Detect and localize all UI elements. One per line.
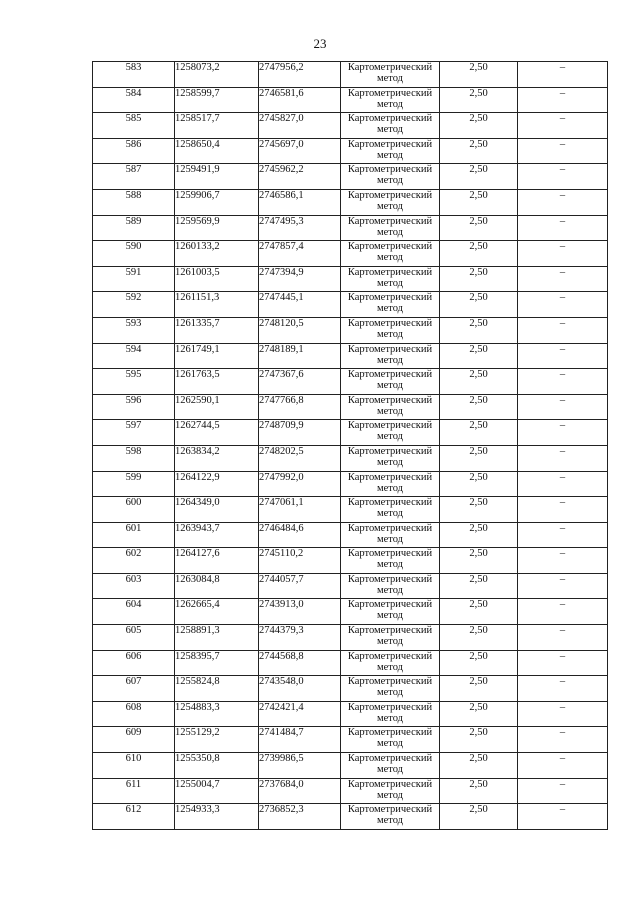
point-number-cell: 610 xyxy=(93,753,175,779)
y-coordinate-cell: 2747956,2 xyxy=(259,62,341,88)
x-coordinate-cell: 1258395,7 xyxy=(175,650,259,676)
note-cell: – xyxy=(518,445,608,471)
method-cell xyxy=(341,369,440,395)
y-coordinate-cell: 2743548,0 xyxy=(259,676,341,702)
table-row xyxy=(93,215,608,241)
method-cell xyxy=(341,650,440,676)
method-line-2: метод xyxy=(376,405,404,417)
table-row xyxy=(93,241,608,267)
method-line-2: метод xyxy=(376,764,404,776)
table-row xyxy=(93,164,608,190)
method-cell xyxy=(341,138,440,164)
accuracy-cell: 2,50 xyxy=(440,317,518,343)
point-number-cell: 607 xyxy=(93,676,175,702)
method-cell xyxy=(341,701,440,727)
method-line-1: Картометрический xyxy=(347,701,433,713)
method-line-1: Картометрический xyxy=(347,625,433,637)
point-number-cell: 583 xyxy=(93,62,175,88)
accuracy-cell: 2,50 xyxy=(440,343,518,369)
y-coordinate-cell: 2747857,4 xyxy=(259,241,341,267)
method-line-2: метод xyxy=(376,73,404,84)
method-cell xyxy=(341,522,440,548)
y-coordinate-cell: 2748189,1 xyxy=(259,343,341,369)
note-cell: – xyxy=(518,753,608,779)
table-body xyxy=(93,62,608,830)
table-row xyxy=(93,138,608,164)
method-cell xyxy=(341,266,440,292)
y-coordinate-cell: 2746581,6 xyxy=(259,87,341,113)
method-line-1: Картометрический xyxy=(347,138,433,150)
x-coordinate-cell: 1263834,2 xyxy=(175,445,259,471)
note-cell: – xyxy=(518,650,608,676)
y-coordinate-cell: 2747992,0 xyxy=(259,471,341,497)
table-row xyxy=(93,599,608,625)
note-cell: – xyxy=(518,241,608,267)
table-row xyxy=(93,317,608,343)
point-number-cell: 611 xyxy=(93,778,175,804)
method-line-1: Картометрический xyxy=(347,87,433,99)
table-row xyxy=(93,189,608,215)
x-coordinate-cell: 1261151,3 xyxy=(175,292,259,318)
method-line-1: Картометрический xyxy=(347,343,433,355)
method-line-2: метод xyxy=(376,456,404,468)
table-row xyxy=(93,292,608,318)
method-cell xyxy=(341,87,440,113)
accuracy-cell: 2,50 xyxy=(440,727,518,753)
page-number: 23 xyxy=(313,36,327,51)
method-line-1: Картометрический xyxy=(347,599,433,611)
accuracy-cell: 2,50 xyxy=(440,676,518,702)
method-cell xyxy=(341,292,440,318)
method-line-2: метод xyxy=(376,226,404,238)
accuracy-cell: 2,50 xyxy=(440,62,518,88)
note-cell: – xyxy=(518,369,608,395)
method-line-1: Картометрический xyxy=(347,113,433,125)
accuracy-cell: 2,50 xyxy=(440,778,518,804)
accuracy-cell: 2,50 xyxy=(440,292,518,318)
note-cell: – xyxy=(518,266,608,292)
point-number-cell: 590 xyxy=(93,241,175,267)
method-cell xyxy=(341,778,440,804)
table-row xyxy=(93,394,608,420)
method-line-1: Картометрический xyxy=(347,189,433,201)
point-number-cell: 609 xyxy=(93,727,175,753)
method-line-2: метод xyxy=(376,584,404,596)
y-coordinate-cell: 2736852,3 xyxy=(259,804,341,830)
y-coordinate-cell: 2742421,4 xyxy=(259,701,341,727)
point-number-cell: 606 xyxy=(93,650,175,676)
table-row xyxy=(93,727,608,753)
method-line-1: Картометрический xyxy=(347,394,433,406)
x-coordinate-cell: 1260133,2 xyxy=(175,241,259,267)
x-coordinate-cell: 1262665,4 xyxy=(175,599,259,625)
table-row xyxy=(93,369,608,395)
accuracy-cell: 2,50 xyxy=(440,87,518,113)
note-cell: – xyxy=(518,676,608,702)
point-number-cell: 588 xyxy=(93,189,175,215)
accuracy-cell: 2,50 xyxy=(440,189,518,215)
method-line-1: Картометрический xyxy=(347,573,433,585)
method-line-2: метод xyxy=(376,789,404,801)
method-cell xyxy=(341,625,440,651)
point-number-cell: 604 xyxy=(93,599,175,625)
method-line-1: Картометрический xyxy=(347,317,433,329)
y-coordinate-cell: 2744379,3 xyxy=(259,625,341,651)
method-cell xyxy=(341,164,440,190)
y-coordinate-cell: 2743913,0 xyxy=(259,599,341,625)
method-line-1: Картометрический xyxy=(347,650,433,662)
table-row xyxy=(93,778,608,804)
method-line-1: Картометрический xyxy=(347,753,433,765)
note-cell: – xyxy=(518,548,608,574)
point-number-cell: 596 xyxy=(93,394,175,420)
method-line-1: Картометрический xyxy=(347,778,433,790)
note-cell: – xyxy=(518,701,608,727)
note-cell: – xyxy=(518,189,608,215)
x-coordinate-cell: 1261763,5 xyxy=(175,369,259,395)
method-cell xyxy=(341,445,440,471)
method-cell xyxy=(341,804,440,830)
accuracy-cell: 2,50 xyxy=(440,573,518,599)
method-line-2: метод xyxy=(376,98,404,110)
method-line-1: Картометрический xyxy=(347,804,433,816)
note-cell: – xyxy=(518,164,608,190)
point-number-cell: 595 xyxy=(93,369,175,395)
point-number-cell: 608 xyxy=(93,701,175,727)
note-cell: – xyxy=(518,497,608,523)
accuracy-cell: 2,50 xyxy=(440,164,518,190)
method-cell xyxy=(341,471,440,497)
method-line-2: метод xyxy=(376,712,404,724)
method-line-1: Картометрический xyxy=(347,676,433,688)
y-coordinate-cell: 2739986,5 xyxy=(259,753,341,779)
table-row xyxy=(93,266,608,292)
y-coordinate-cell: 2744568,8 xyxy=(259,650,341,676)
y-coordinate-cell: 2747394,9 xyxy=(259,266,341,292)
note-cell: – xyxy=(518,138,608,164)
method-line-2: метод xyxy=(376,354,404,366)
method-line-2: метод xyxy=(376,661,404,673)
point-number-cell: 600 xyxy=(93,497,175,523)
method-line-2: метод xyxy=(376,533,404,545)
x-coordinate-cell: 1264127,6 xyxy=(175,548,259,574)
x-coordinate-cell: 1259906,7 xyxy=(175,189,259,215)
method-cell xyxy=(341,215,440,241)
x-coordinate-cell: 1262590,1 xyxy=(175,394,259,420)
method-line-1: Картометрический xyxy=(347,292,433,304)
table-row xyxy=(93,522,608,548)
note-cell: – xyxy=(518,522,608,548)
table-row xyxy=(93,420,608,446)
x-coordinate-cell: 1255824,8 xyxy=(175,676,259,702)
x-coordinate-cell: 1254883,3 xyxy=(175,701,259,727)
point-number-cell: 602 xyxy=(93,548,175,574)
note-cell: – xyxy=(518,113,608,139)
table-row xyxy=(93,804,608,830)
table-row xyxy=(93,573,608,599)
method-line-2: метод xyxy=(376,431,404,443)
note-cell: – xyxy=(518,87,608,113)
accuracy-cell: 2,50 xyxy=(440,599,518,625)
point-number-cell: 603 xyxy=(93,573,175,599)
x-coordinate-cell: 1255004,7 xyxy=(175,778,259,804)
accuracy-cell: 2,50 xyxy=(440,394,518,420)
method-cell xyxy=(341,497,440,523)
accuracy-cell: 2,50 xyxy=(440,522,518,548)
point-number-cell: 584 xyxy=(93,87,175,113)
method-cell xyxy=(341,420,440,446)
method-line-1: Картометрический xyxy=(347,522,433,534)
table-row xyxy=(93,343,608,369)
point-number-cell: 612 xyxy=(93,804,175,830)
x-coordinate-cell: 1258073,2 xyxy=(175,62,259,88)
method-line-1: Картометрический xyxy=(347,369,433,381)
method-line-1: Картометрический xyxy=(347,241,433,253)
accuracy-cell: 2,50 xyxy=(440,241,518,267)
note-cell: – xyxy=(518,292,608,318)
method-line-2: метод xyxy=(376,149,404,161)
y-coordinate-cell: 2748709,9 xyxy=(259,420,341,446)
accuracy-cell: 2,50 xyxy=(440,113,518,139)
y-coordinate-cell: 2748202,5 xyxy=(259,445,341,471)
table-row xyxy=(93,87,608,113)
method-cell xyxy=(341,189,440,215)
note-cell: – xyxy=(518,599,608,625)
y-coordinate-cell: 2747367,6 xyxy=(259,369,341,395)
table-row xyxy=(93,753,608,779)
accuracy-cell: 2,50 xyxy=(440,650,518,676)
method-cell xyxy=(341,599,440,625)
accuracy-cell: 2,50 xyxy=(440,753,518,779)
accuracy-cell: 2,50 xyxy=(440,369,518,395)
table-row xyxy=(93,650,608,676)
method-cell xyxy=(341,548,440,574)
x-coordinate-cell: 1258650,4 xyxy=(175,138,259,164)
point-number-cell: 586 xyxy=(93,138,175,164)
x-coordinate-cell: 1258891,3 xyxy=(175,625,259,651)
method-line-1: Картометрический xyxy=(347,62,433,73)
method-line-1: Картометрический xyxy=(347,266,433,278)
table-row xyxy=(93,548,608,574)
point-number-cell: 599 xyxy=(93,471,175,497)
point-number-cell: 605 xyxy=(93,625,175,651)
note-cell: – xyxy=(518,62,608,88)
method-cell xyxy=(341,113,440,139)
method-line-2: метод xyxy=(376,328,404,340)
note-cell: – xyxy=(518,343,608,369)
method-line-2: метод xyxy=(376,687,404,699)
note-cell: – xyxy=(518,394,608,420)
method-cell xyxy=(341,241,440,267)
y-coordinate-cell: 2745827,0 xyxy=(259,113,341,139)
x-coordinate-cell: 1261335,7 xyxy=(175,317,259,343)
note-cell: – xyxy=(518,215,608,241)
point-number-cell: 591 xyxy=(93,266,175,292)
method-cell xyxy=(341,753,440,779)
method-line-1: Картометрический xyxy=(347,215,433,227)
method-line-2: метод xyxy=(376,815,404,827)
method-line-1: Картометрический xyxy=(347,471,433,483)
note-cell: – xyxy=(518,625,608,651)
accuracy-cell: 2,50 xyxy=(440,420,518,446)
point-number-cell: 587 xyxy=(93,164,175,190)
x-coordinate-cell: 1254933,3 xyxy=(175,804,259,830)
x-coordinate-cell: 1261003,5 xyxy=(175,266,259,292)
method-line-2: метод xyxy=(376,252,404,264)
x-coordinate-cell: 1263084,8 xyxy=(175,573,259,599)
accuracy-cell: 2,50 xyxy=(440,215,518,241)
table-row xyxy=(93,113,608,139)
method-line-2: метод xyxy=(376,559,404,571)
y-coordinate-cell: 2747061,1 xyxy=(259,497,341,523)
point-number-cell: 601 xyxy=(93,522,175,548)
point-number-cell: 589 xyxy=(93,215,175,241)
y-coordinate-cell: 2746586,1 xyxy=(259,189,341,215)
y-coordinate-cell: 2737684,0 xyxy=(259,778,341,804)
x-coordinate-cell: 1258599,7 xyxy=(175,87,259,113)
table-row xyxy=(93,471,608,497)
accuracy-cell: 2,50 xyxy=(440,266,518,292)
coordinates-table xyxy=(92,61,608,830)
y-coordinate-cell: 2745697,0 xyxy=(259,138,341,164)
x-coordinate-cell: 1258517,7 xyxy=(175,113,259,139)
point-number-cell: 594 xyxy=(93,343,175,369)
method-line-1: Картометрический xyxy=(347,445,433,457)
point-number-cell: 593 xyxy=(93,317,175,343)
point-number-cell: 585 xyxy=(93,113,175,139)
y-coordinate-cell: 2748120,5 xyxy=(259,317,341,343)
method-cell xyxy=(341,317,440,343)
y-coordinate-cell: 2747766,8 xyxy=(259,394,341,420)
accuracy-cell: 2,50 xyxy=(440,701,518,727)
accuracy-cell: 2,50 xyxy=(440,548,518,574)
accuracy-cell: 2,50 xyxy=(440,445,518,471)
method-line-1: Картометрический xyxy=(347,727,433,739)
method-line-2: метод xyxy=(376,610,404,622)
y-coordinate-cell: 2745110,2 xyxy=(259,548,341,574)
x-coordinate-cell: 1255350,8 xyxy=(175,753,259,779)
method-line-1: Картометрический xyxy=(347,548,433,560)
y-coordinate-cell: 2745962,2 xyxy=(259,164,341,190)
method-cell xyxy=(341,343,440,369)
method-line-2: метод xyxy=(376,636,404,648)
method-line-2: метод xyxy=(376,380,404,392)
method-cell xyxy=(341,727,440,753)
method-line-2: метод xyxy=(376,303,404,315)
x-coordinate-cell: 1261749,1 xyxy=(175,343,259,369)
method-line-1: Картометрический xyxy=(347,497,433,509)
note-cell: – xyxy=(518,420,608,446)
x-coordinate-cell: 1259569,9 xyxy=(175,215,259,241)
method-line-2: метод xyxy=(376,200,404,212)
method-line-2: метод xyxy=(376,482,404,494)
x-coordinate-cell: 1263943,7 xyxy=(175,522,259,548)
method-cell xyxy=(341,394,440,420)
table-row xyxy=(93,497,608,523)
point-number-cell: 598 xyxy=(93,445,175,471)
table-row xyxy=(93,676,608,702)
y-coordinate-cell: 2747495,3 xyxy=(259,215,341,241)
method-cell xyxy=(341,573,440,599)
note-cell: – xyxy=(518,727,608,753)
note-cell: – xyxy=(518,778,608,804)
method-line-1: Картометрический xyxy=(347,164,433,176)
accuracy-cell: 2,50 xyxy=(440,497,518,523)
method-line-2: метод xyxy=(376,277,404,289)
table-row xyxy=(93,445,608,471)
note-cell: – xyxy=(518,573,608,599)
y-coordinate-cell: 2744057,7 xyxy=(259,573,341,599)
method-cell xyxy=(341,62,440,88)
accuracy-cell: 2,50 xyxy=(440,625,518,651)
note-cell: – xyxy=(518,804,608,830)
method-cell xyxy=(341,676,440,702)
accuracy-cell: 2,50 xyxy=(440,804,518,830)
point-number-cell: 592 xyxy=(93,292,175,318)
method-line-2: метод xyxy=(376,175,404,187)
note-cell: – xyxy=(518,317,608,343)
table-row xyxy=(93,701,608,727)
method-line-2: метод xyxy=(376,508,404,520)
x-coordinate-cell: 1262744,5 xyxy=(175,420,259,446)
y-coordinate-cell: 2746484,6 xyxy=(259,522,341,548)
accuracy-cell: 2,50 xyxy=(440,471,518,497)
x-coordinate-cell: 1264349,0 xyxy=(175,497,259,523)
x-coordinate-cell: 1264122,9 xyxy=(175,471,259,497)
y-coordinate-cell: 2747445,1 xyxy=(259,292,341,318)
table-row xyxy=(93,625,608,651)
method-line-1: Картометрический xyxy=(347,420,433,432)
table-row xyxy=(93,62,608,88)
x-coordinate-cell: 1259491,9 xyxy=(175,164,259,190)
x-coordinate-cell: 1255129,2 xyxy=(175,727,259,753)
method-line-2: метод xyxy=(376,738,404,750)
accuracy-cell: 2,50 xyxy=(440,138,518,164)
y-coordinate-cell: 2741484,7 xyxy=(259,727,341,753)
method-line-2: метод xyxy=(376,124,404,136)
note-cell: – xyxy=(518,471,608,497)
point-number-cell: 597 xyxy=(93,420,175,446)
